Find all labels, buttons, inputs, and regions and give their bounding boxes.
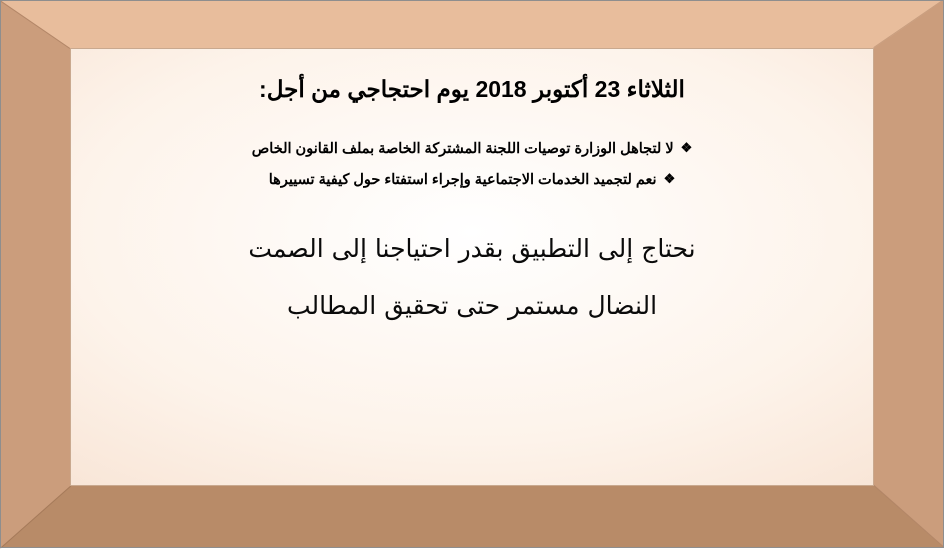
list-item	[105, 170, 839, 191]
list-item-label: لا لتجاهل الوزارة توصيات اللجنة المشتركة الخاصة بملف القانون الخاص	[251, 140, 674, 157]
slogan-primary: نحتاج إلى التطبيق بقدر احتياجنا إلى الصمت	[248, 233, 696, 263]
slogans-block	[105, 235, 839, 320]
diamond-bullet-icon: ❖	[680, 139, 693, 155]
poster-panel	[70, 48, 874, 486]
diamond-bullet-icon: ❖	[663, 170, 676, 186]
list-item-label: نعم لتجميد الخدمات الاجتماعية وإجراء استفتاء حول كيفية تسييرها	[268, 171, 657, 188]
demands-list	[105, 139, 839, 191]
page-title: الثلاثاء 23 أكتوبر 2018 يوم احتجاجي من أجل:	[259, 76, 685, 102]
list-item	[105, 139, 839, 160]
slogan-secondary: النضال مستمر حتى تحقيق المطالب	[286, 291, 658, 321]
poster-content	[71, 49, 873, 485]
